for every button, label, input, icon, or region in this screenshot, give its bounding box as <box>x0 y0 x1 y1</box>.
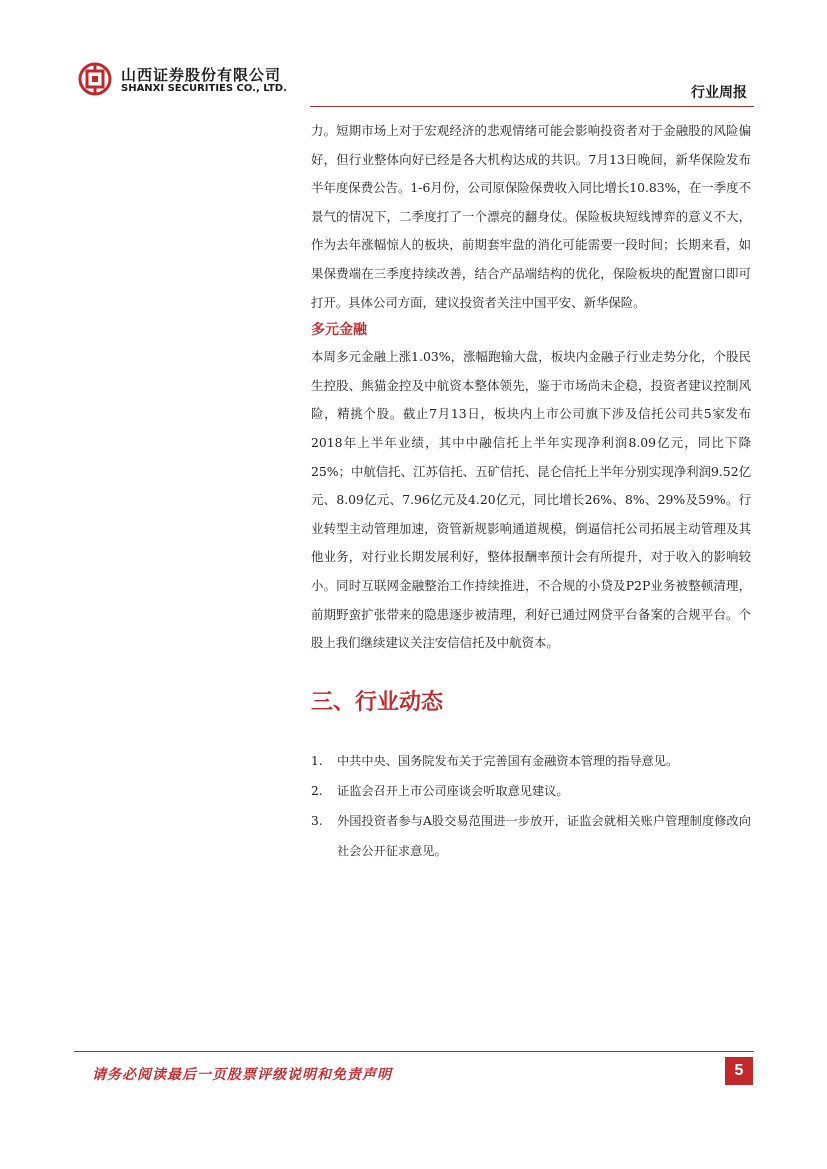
report-type-label: 行业周报 <box>691 85 747 101</box>
insurance-paragraph: 力。短期市场上对于宏观经济的悲观情绪可能会影响投资者对于金融股的风险偏好，但行业整体向好已经是各大机构达成的共识。7月13日晚间，新华保险发布半年度保费公告。1-6月份，公司原保险保费收入同比增长10.83%，在一季度不景气的情况下，二季度打了一个漂亮的翻身仗。保险板块短线博弈的意义不大，作为去年涨幅惊人的板块，前期套牢盘的消化可能需要一段时间；长期来看，如果保费端在三季度持续改善，结合产品端结构的优化，保险板块的配置窗口即可打开。具体公司方面，建议投资者关注中国平安、新华保险。 <box>311 123 751 310</box>
list-item-number: 2. <box>311 783 323 798</box>
diversified-finance-heading: 多元金融 <box>311 322 367 339</box>
disclaimer-notice: 请务必阅读最后一页股票评级说明和免责声明 <box>92 1067 392 1083</box>
footer-divider <box>74 1051 754 1052</box>
list-item <box>311 806 751 866</box>
list-item <box>311 776 751 806</box>
shanxi-securities-logo-icon <box>78 62 112 96</box>
list-item-number: 3. <box>311 813 323 828</box>
diversified-finance-paragraph: 本周多元金融上涨1.03%，涨幅跑输大盘，板块内金融子行业走势分化，个股民生控股、熊猫金控及中航资本整体领先，鉴于市场尚未企稳，投资者建议控制风险，精挑个股。截止7月13日，板块内上市公司旗下涉及信托公司共5家发布2018年上半年业绩，其中中融信托上半年实现净利润8.09亿元，同比下降25%；中航信托、江苏信托、五矿信托、昆仑信托上半年分别实现净利润9.52亿元、8.09亿元、7.96亿元及4.20亿元，同比增长26%、8%、29%及59%。行业转型主动管理加速，资管新规影响通道规模，倒逼信托公司拓展主动管理及其他业务，对行业长期发展利好，整体报酬率预计会有所提升，对于收入的影响较小。同时互联网金融整治工作持续推进，不合规的小贷及P2P业务被整顿清理，前期野蛮扩张带来的隐患逐步被清理，利好已通过网贷平台备案的合规平台。个股上我们继续建议关注安信信托及中航资本。 <box>311 349 751 651</box>
list-item-number: 1. <box>311 753 323 768</box>
page-header <box>0 0 827 110</box>
industry-news-heading: 三、行业动态 <box>311 689 444 715</box>
list-item <box>311 746 751 776</box>
list-item-text: 证监会召开上市公司座谈会听取意见建议。 <box>337 783 569 798</box>
industry-news-list <box>311 746 751 866</box>
company-name-en: SHANXI SECURITIES CO., LTD. <box>121 83 287 94</box>
main-content <box>311 117 751 866</box>
page-number-badge: 5 <box>725 1057 753 1085</box>
list-item-text: 外国投资者参与A股交易范围进一步放开，证监会就相关账户管理制度修改向社会公开征求意见。 <box>337 813 751 858</box>
list-item-text: 中共中央、国务院发布关于完善国有金融资本管理的指导意见。 <box>337 753 679 768</box>
header-divider <box>310 106 754 107</box>
company-name-cn: 山西证券股份有限公司 <box>121 66 282 84</box>
